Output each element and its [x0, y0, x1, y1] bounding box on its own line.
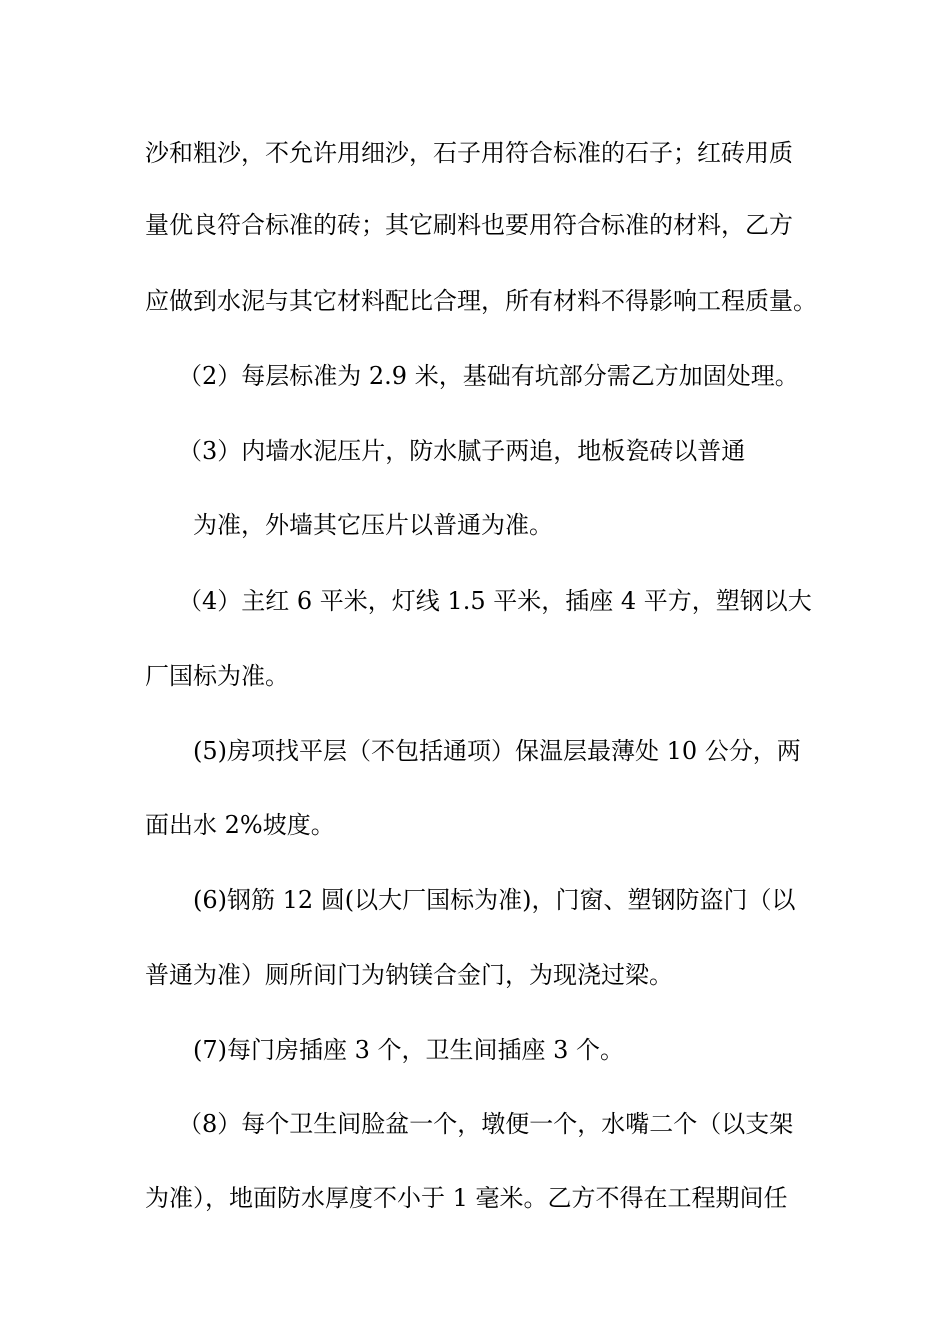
- text-line-8: 厂国标为准。: [145, 662, 289, 690]
- text-line-4: （2）每层标准为 2.9 米，基础有坑部分需乙方加固处理。: [178, 362, 799, 390]
- text-line-12: 普通为准）厕所间门为钠镁合金门，为现浇过梁。: [145, 961, 673, 989]
- text-line-10: 面出水 2%坡度。: [145, 811, 335, 839]
- text-line-7: （4）主红 6 平米，灯线 1.5 平米，插座 4 平方，塑钢以大: [178, 587, 812, 615]
- text-line-13: (7)每门房插座 3 个，卫生间插座 3 个。: [193, 1036, 625, 1064]
- text-line-2: 量优良符合标准的砖；其它刷料也要用符合标准的材料，乙方: [145, 211, 793, 239]
- text-line-15: 为准），地面防水厚度不小于 1 毫米。乙方不得在工程期间任: [145, 1184, 788, 1212]
- text-line-14: （8）每个卫生间脸盆一个，墩便一个，水嘴二个（以支架: [178, 1110, 794, 1138]
- text-line-9: (5)房项找平层（不包括通项）保温层最薄处 10 公分，两: [193, 737, 801, 765]
- text-line-1: 沙和粗沙，不允许用细沙，石子用符合标准的石子；红砖用质: [145, 139, 793, 167]
- text-line-11: (6)钢筋 12 圆(以大厂国标为准)，门窗、塑钢防盗门（以: [193, 886, 796, 914]
- text-line-6: 为准，外墙其它压片以普通为准。: [193, 511, 553, 539]
- text-line-5: （3）内墙水泥压片，防水腻子两追，地板瓷砖以普通: [178, 437, 746, 465]
- text-line-3: 应做到水泥与其它材料配比合理，所有材料不得影响工程质量。: [145, 287, 817, 315]
